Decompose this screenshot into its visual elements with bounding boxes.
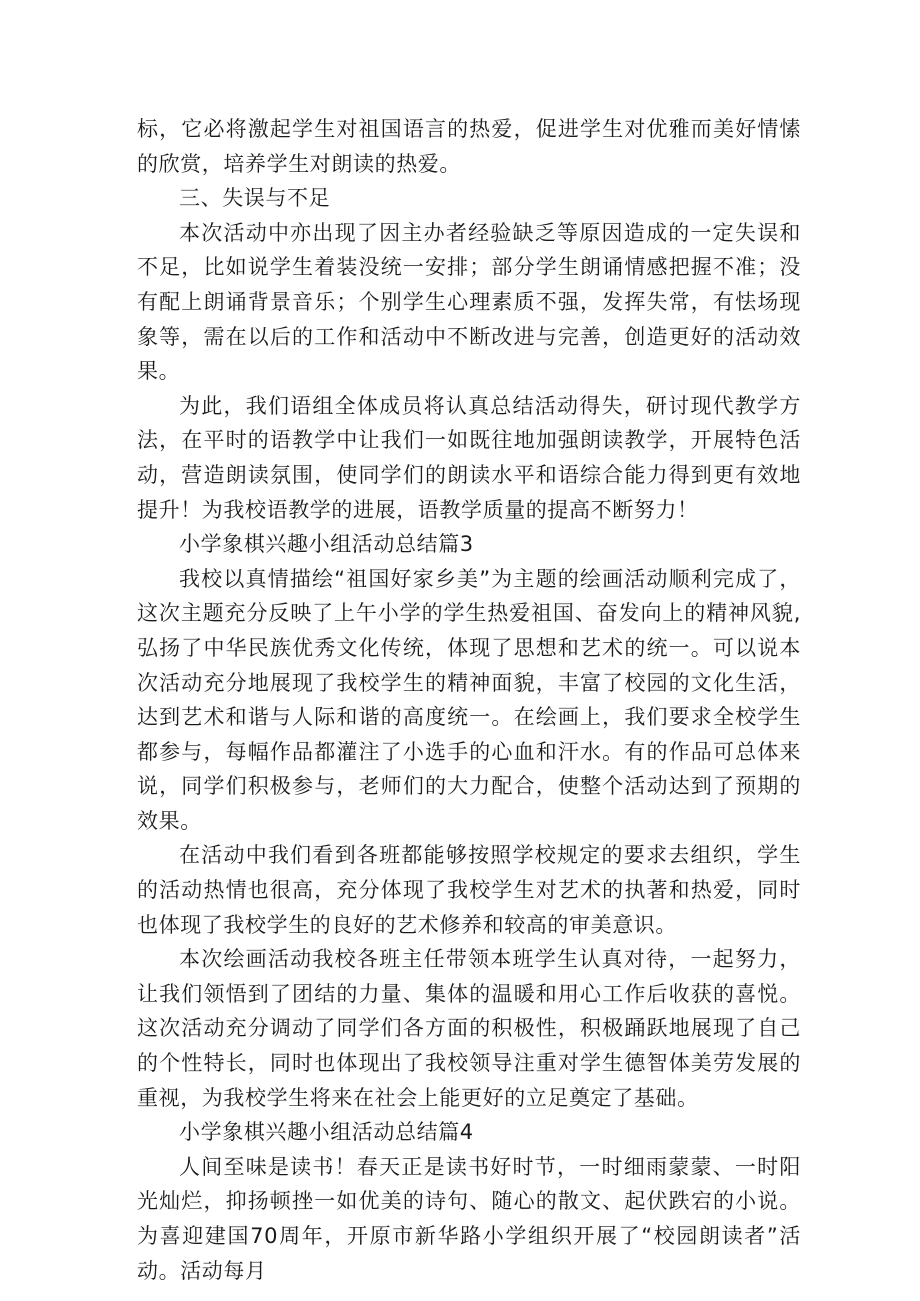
body-paragraph: 我校以真情描绘“祖国好家乡美”为主题的绘画活动顺利完成了，这次主题充分反映了上午小学的学生热爱祖国、奋发向上的精神风貌,弘扬了中华民族优秀文化传统，体现了思想和艺术的统一。可以说本次活动充分地展现了我校学生的精神面貌，丰富了校园的文化生活，达到艺术和谐与人际和谐的高度统一。在绘画上，我们要求全校学生都参与，每幅作品都灌注了小选手的心血和汗水。有的作品可总体来说，同学们积极参与，老师们的大力配合，使整个活动达到了预期的效果。 xyxy=(137,566,801,833)
body-paragraph: 本次活动中亦出现了因主办者经验缺乏等原因造成的一定失误和不足，比如说学生着装没统一安排；部分学生朗诵情感把握不准；没有配上朗诵背景音乐；个别学生心理素质不强，发挥失常，有怯场现象等，需在以后的工作和活动中不断改进与完善，创造更好的活动效果。 xyxy=(137,220,801,384)
continuation-paragraph: 标，它必将激起学生对祖国语言的热爱，促进学生对优雅而美好情愫的欣赏，培养学生对朗读的热爱。 xyxy=(137,117,801,176)
article-heading-part-3: 小学象棋兴趣小组活动总结篇3 xyxy=(179,532,474,557)
document-body xyxy=(137,112,801,1288)
section-heading-shortcomings: 三、失误与不足 xyxy=(179,186,331,211)
body-paragraph: 在活动中我们看到各班都能够按照学校规定的要求去组织，学生的活动热情也很高，充分体现了我校学生对艺术的执著和热爱，同时也体现了我校学生的良好的艺术修养和较高的审美意识。 xyxy=(137,843,801,937)
body-paragraph: 为此，我们语组全体成员将认真总结活动得失，研讨现代教学方法，在平时的语教学中让我们一如既往地加强朗读教学，开展特色活动，营造朗读氛围，使同学们的朗读水平和语综合能力得到更有效地提升！为我校语教学的进展，语教学质量的提高不断努力！ xyxy=(137,393,801,522)
article-heading-part-4: 小学象棋兴趣小组活动总结篇4 xyxy=(179,1120,474,1145)
body-paragraph: 本次绘画活动我校各班主任带领本班学生认真对待，一起努力，让我们领悟到了团结的力量、集体的温暖和用心工作后收获的喜悦。这次活动充分调动了同学们各方面的积极性，积极踊跃地展现了自己的个性特长，同时也体现出了我校领导注重对学生德智体美劳发展的重视，为我校学生将来在社会上能更好的立足奠定了基础。 xyxy=(137,947,801,1110)
body-paragraph: 人间至味是读书！春天正是读书好时节，一时细雨蒙蒙、一时阳光灿烂，抑扬顿挫一如优美的诗句、随心的散文、起伏跌宕的小说。为喜迎建国70周年，开原市新华路小学组织开展了“校园朗读者”活动。活动每月 xyxy=(137,1154,801,1283)
